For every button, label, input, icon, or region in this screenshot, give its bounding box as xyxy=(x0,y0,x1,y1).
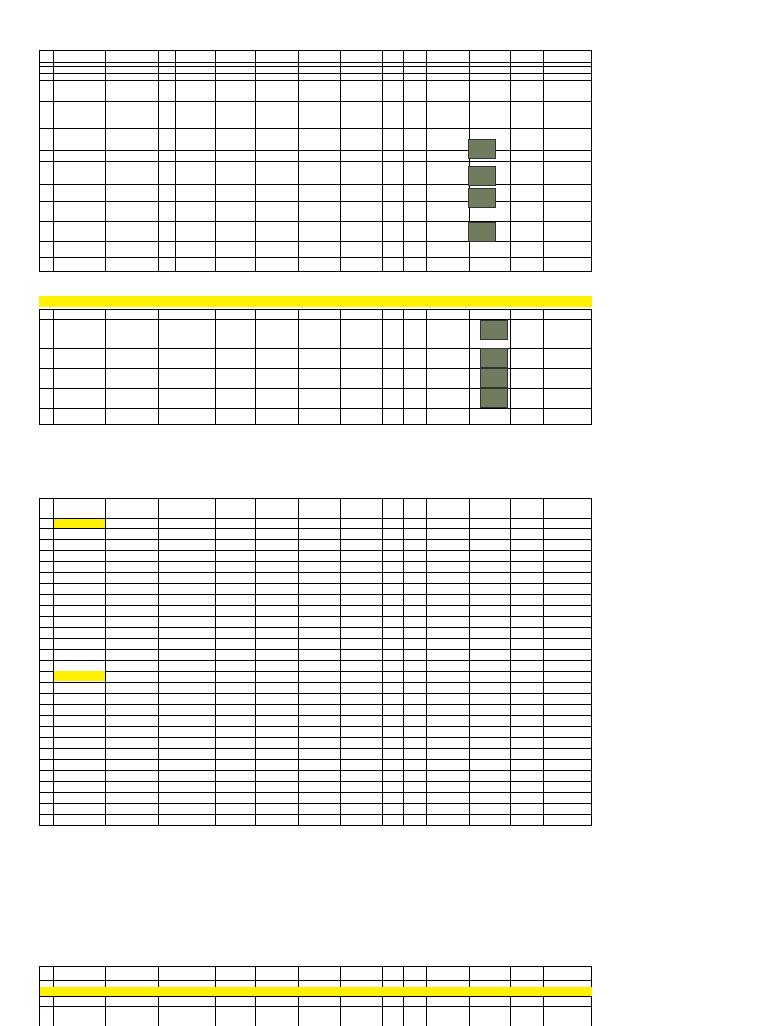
site-photo xyxy=(468,166,496,186)
site-photo xyxy=(480,348,508,368)
highlight-cell xyxy=(54,671,105,681)
progress-table-3 xyxy=(39,498,592,826)
site-photo xyxy=(468,139,496,159)
site-photo xyxy=(480,320,508,340)
progress-table-2 xyxy=(39,309,592,425)
site-photo xyxy=(468,222,496,242)
highlight-band xyxy=(40,987,592,996)
highlight-band xyxy=(39,296,592,307)
highlight-cell xyxy=(54,519,105,528)
progress-table-4 xyxy=(39,966,592,1026)
site-photo xyxy=(468,188,496,208)
progress-table-1 xyxy=(39,50,592,272)
site-photo xyxy=(480,388,508,408)
site-photo xyxy=(480,368,508,388)
